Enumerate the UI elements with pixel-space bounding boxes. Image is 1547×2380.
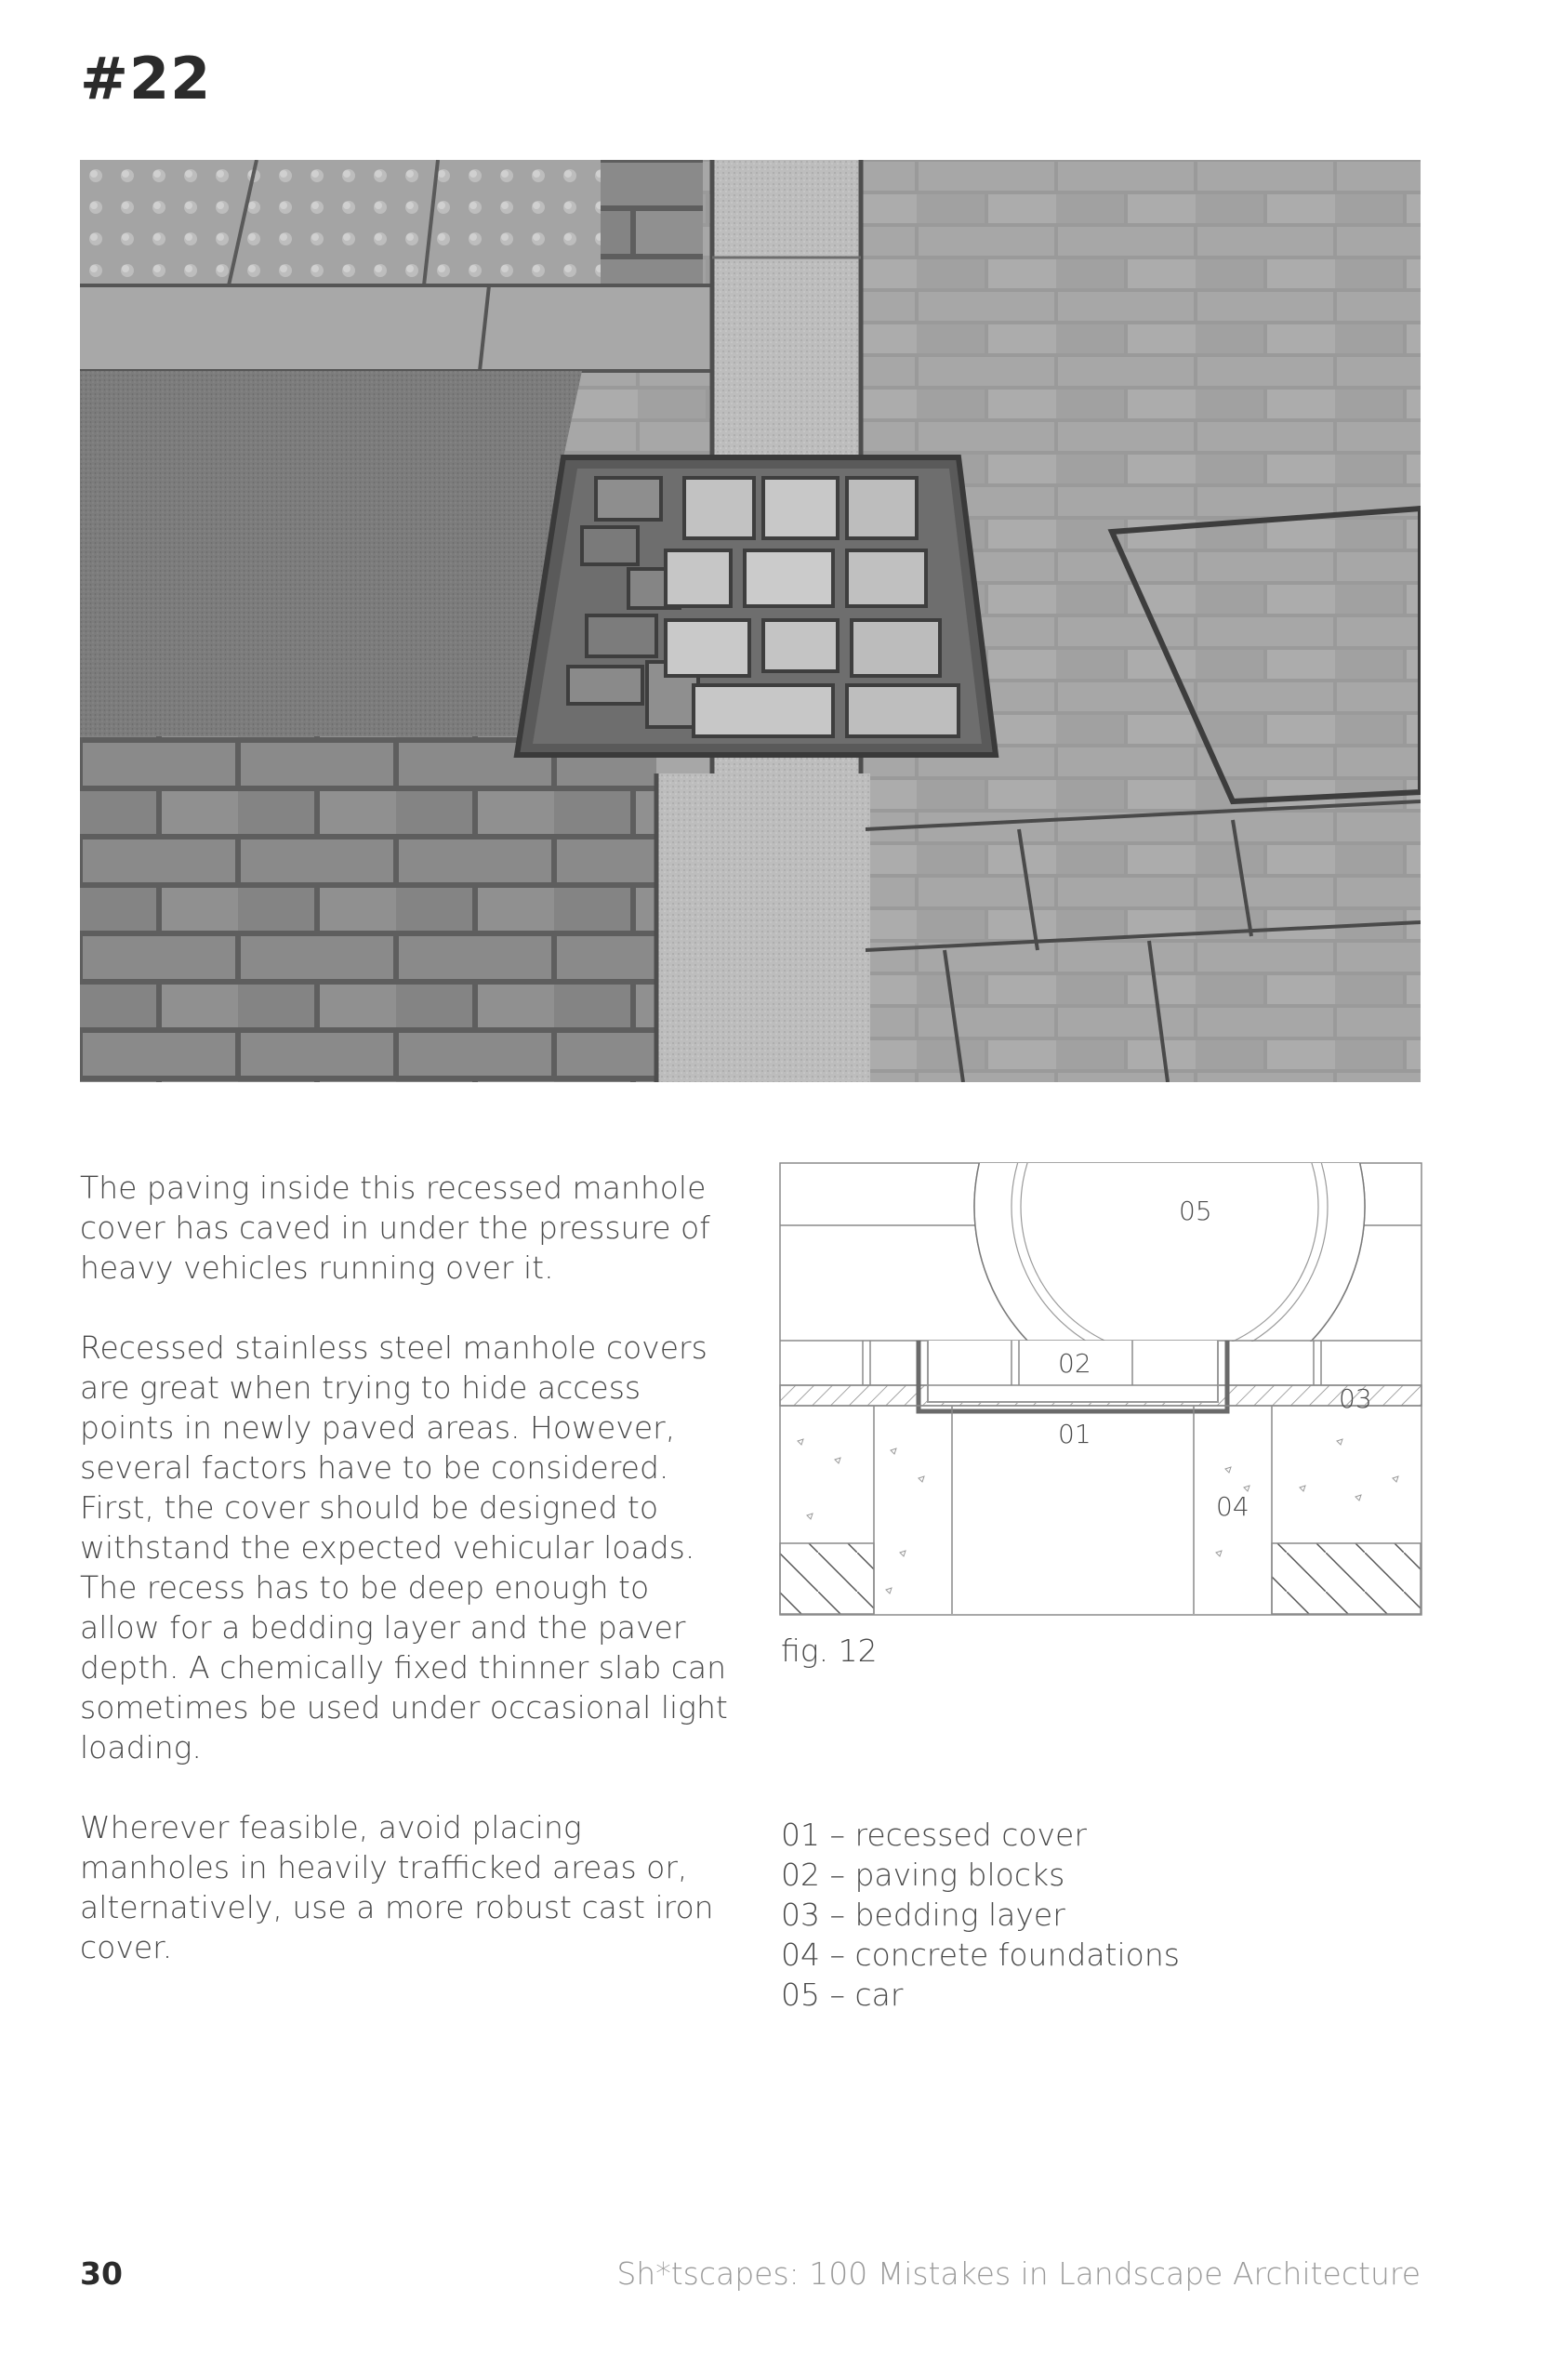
- paragraph-2: Recessed stainless steel manhole covers are great when trying to hide access points in newly paved areas. However, several factors have to be considered. First, the cover should be designed to withstand the expected vehicular loads. The recess has to be deep enough to allow for a bedding layer and the paver depth. A chemically fixed thinner slab can sometimes be used under occasional light loading.: [80, 1329, 728, 1765]
- label-01: 01: [1058, 1419, 1091, 1449]
- legend-item-05: 05 – car: [781, 1977, 904, 2013]
- label-04: 04: [1216, 1491, 1250, 1522]
- label-05: 05: [1179, 1196, 1212, 1226]
- label-03: 03: [1339, 1383, 1372, 1414]
- manhole-photo: [80, 160, 1421, 1082]
- page-heading: #22: [80, 45, 212, 112]
- figure-legend: [781, 1815, 1432, 2015]
- legend-item-03: 03 – bedding layer: [781, 1897, 1065, 1933]
- paragraph-3: Wherever feasible, avoid placing manholes in heavily trafficked areas or, alternatively, use a more robust cast iron cover.: [80, 1809, 714, 1965]
- section-diagram: [779, 1162, 1422, 1616]
- figure-caption: fig. 12: [781, 1633, 878, 1669]
- legend-item-04: 04 – concrete foundations: [781, 1937, 1180, 1973]
- book-title: Sh*tscapes: 100 Mistakes in Landscape Architecture: [616, 2255, 1421, 2292]
- paragraph-1: The paving inside this recessed manhole cover has caved in under the pressure of heavy vehicles running over it.: [80, 1170, 710, 1286]
- body-text: [80, 1168, 731, 2007]
- legend-item-01: 01 – recessed cover: [781, 1817, 1087, 1853]
- page-number: 30: [80, 2255, 123, 2292]
- label-02: 02: [1058, 1348, 1091, 1379]
- legend-item-02: 02 – paving blocks: [781, 1857, 1065, 1893]
